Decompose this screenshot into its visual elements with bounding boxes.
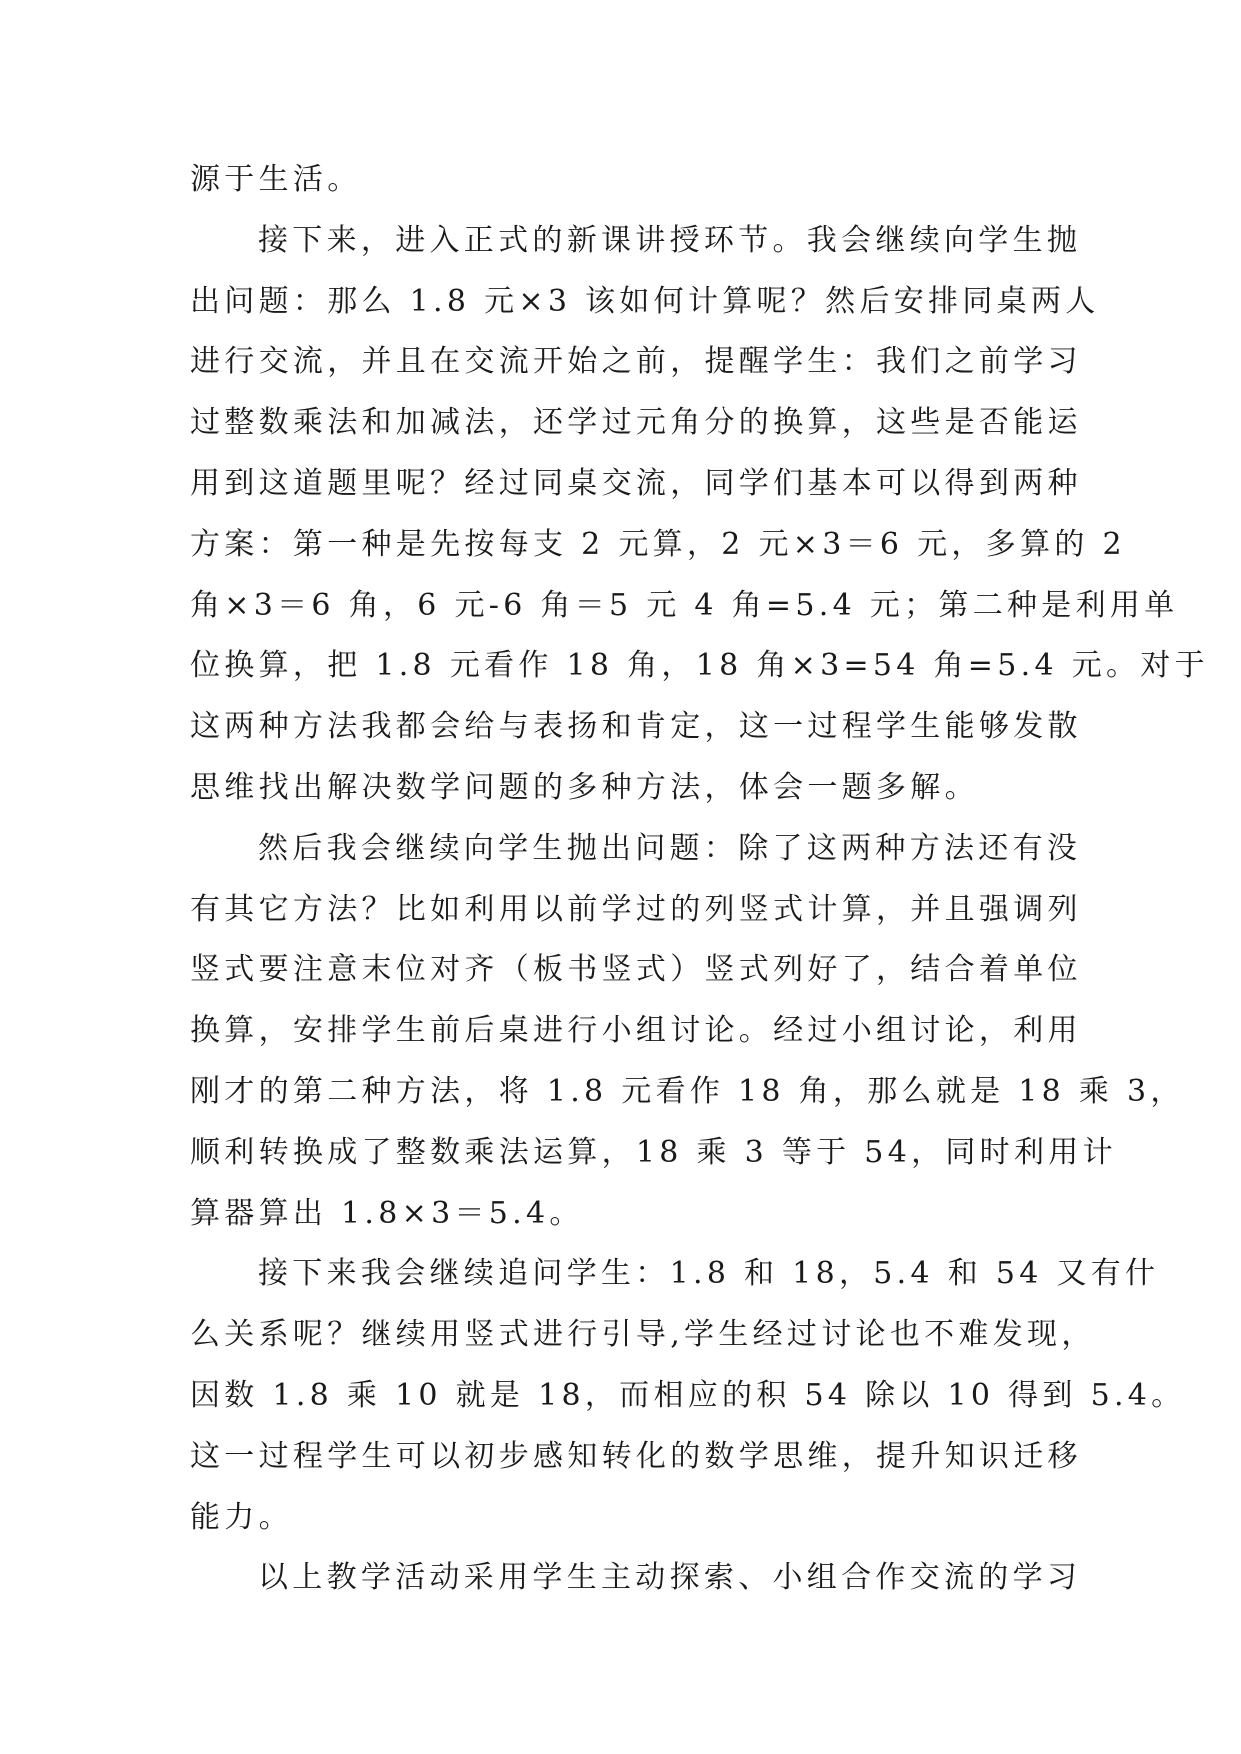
text-line: 位换算，把 1.8 元看作 18 角，18 角×3=54 角=5.4 元。对于 xyxy=(190,648,1209,684)
text-line: 这一过程学生可以初步感知转化的数学思维，提升知识迁移 xyxy=(190,1438,1082,1474)
text-line: 过整数乘法和加减法，还学过元角分的换算，这些是否能运 xyxy=(190,405,1082,441)
text-line: 方案：第一种是先按每支 2 元算，2 元×3＝6 元，多算的 2 xyxy=(190,526,1126,562)
text-line: 思维找出解决数学问题的多种方法，体会一题多解。 xyxy=(190,769,979,805)
document-body xyxy=(190,150,1209,1609)
text-line: 刚才的第二种方法，将 1.8 元看作 18 角，那么就是 18 乘 3， xyxy=(190,1073,1185,1109)
text-line: 有其它方法？比如利用以前学过的列竖式计算，并且强调列 xyxy=(190,891,1082,927)
text-line: 角×3＝6 角，6 元-6 角＝5 元 4 角=5.4 元；第二种是利用单 xyxy=(190,587,1179,623)
text-line: 能力。 xyxy=(190,1499,293,1535)
text-line: 算器算出 1.8×3＝5.4。 xyxy=(190,1195,584,1231)
text-line: 接下来我会继续追问学生：1.8 和 18，5.4 和 54 又有什 xyxy=(258,1256,1160,1292)
text-line: 源于生活。 xyxy=(190,162,362,197)
text-line: 这两种方法我都会给与表扬和肯定，这一过程学生能够发散 xyxy=(190,709,1082,745)
text-line: 么关系呢？继续用竖式进行引导,学生经过讨论也不难发现， xyxy=(190,1317,1096,1353)
text-line: 顺利转换成了整数乘法运算，18 乘 3 等于 54，同时利用计 xyxy=(190,1134,1117,1170)
text-line: 以上教学活动采用学生主动探索、小组合作交流的学习 xyxy=(258,1560,1082,1596)
text-line: 竖式要注意末位对齐（板书竖式）竖式列好了，结合着单位 xyxy=(190,952,1082,988)
text-line: 然后我会继续向学生抛出问题：除了这两种方法还有没 xyxy=(258,830,1082,866)
text-line: 进行交流，并且在交流开始之前，提醒学生：我们之前学习 xyxy=(190,344,1082,380)
text-line: 因数 1.8 乘 10 就是 18，而相应的积 54 除以 10 得到 5.4。 xyxy=(190,1377,1186,1413)
text-line: 用到这道题里呢？经过同桌交流，同学们基本可以得到两种 xyxy=(190,465,1082,501)
text-line: 出问题：那么 1.8 元×3 该如何计算呢？然后安排同桌两人 xyxy=(190,283,1100,319)
text-line: 换算，安排学生前后桌进行小组讨论。经过小组讨论，利用 xyxy=(190,1013,1082,1049)
text-line: 接下来，进入正式的新课讲授环节。我会继续向学生抛 xyxy=(258,222,1082,258)
